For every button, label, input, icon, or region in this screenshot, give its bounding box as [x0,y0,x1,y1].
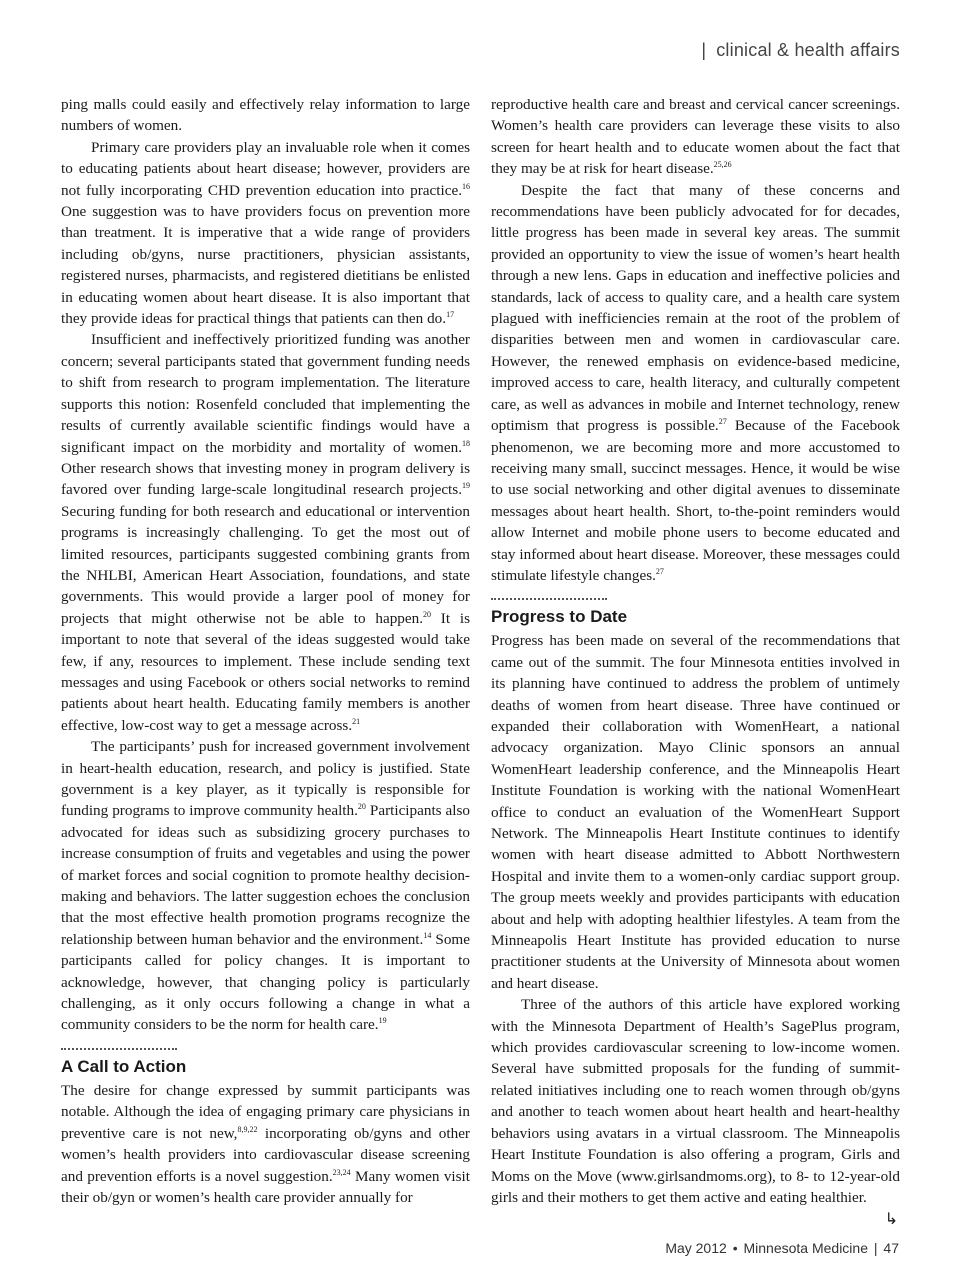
right-paragraph-1: reproductive health care and breast and cervical cancer screenings. Women’s health care providers can leverage these visits to also screen for heart health and to educate women about the fact that they may be at risk for heart disease.$^{25,26}$ [491,96,900,178]
left-paragraph-3: Insufficient and ineffectively prioritized funding was another concern; several participants stated that government funding needs to shift from research to program implementation. The literature supports this notion: Rosenfeld concluded that implementing the results of currently available scientific findings would have a significant impact on the morbidity and mortality of women.$^{18}$ Other research shows that investing money in program delivery is favored over funding large-scale longitudinal research projects.$^{19}$ Securing funding for both research and educational or intervention programs is increasingly challenging. To get the most out of limited resources, participants suggested combining grants from the NHLBI, American Heart Association, foundations, and state governments. This would provide a larger pool of money for projects that might otherwise not be able to happen.$^{20}$ It is important to note that several of the ideas suggested would take few, if any, resources to implement. These include sending text messages and using Facebook or others social networks to remind patients about heart health. Educating family members is another effective, low-cost way to get a message across.$^{21}$ [61,331,470,734]
reference: 19 [378,1016,387,1026]
header-separator: | [701,40,707,60]
footer-separator: | [873,1240,878,1256]
page-footer [664,1240,900,1256]
left-paragraph-1: ping malls could easily and effectively relay information to large numbers of women. [61,96,470,135]
left-paragraph-4: The participants’ push for increased government involvement in heart-health education, research, and policy is justified. State government is a key player, as it typically is responsible for funding programs to improve community health.$^{20}$ Participants also advocated for ideas such as subsidizing grocery purchases to increase consumption of fruits and vegetables and using the power of market forces and social cognition to promote healthy decision-making and behaviors. The latter suggestion echoes the conclusion that the most effective health promotion programs recognize the relationship between human behavior and the environment.$^{14}$ Some participants called for policy changes. It is important to acknowledge, however, that changing policy is particularly challenging, as it only occurs following a change in what a community considers to be the norm for health care.$^{19}$ [61,738,471,1034]
reference: 18 [462,438,470,448]
left-paragraph-2: Primary care providers play an invaluable role when it comes to educating patients about heart disease; however, providers are not fully incorporating CHD prevention education into practice.$^{16}$ One suggestion was to have providers focus on prevention more than treatment. It is imperative that a wide range of providers including ob/gyns, nurse practitioners, physician assistants, registered nurses, pharmacists, and registered dietitians be enlisted in educating women about heart disease. It is also important that they provide ideas for practical things that patients can then do.$^{17}$ [61,138,470,328]
right-column [491,94,900,1229]
right-paragraph-3: Progress has been made on several of the recommendations that came out of the summit. The four Minnesota entities involved in its planning have continued to address the problem of untimely deaths of women from heart disease. Three have continued or expanded their collaboration with WomenHeart, a national advocacy organization. Mayo Clinic sponsors an annual WomenHeart leadership conference, and the Minneapolis Heart Institute Foundation is working with the national WomenHeart office to conduct an evaluation of the WomenHeart Support Network. The Minneapolis Heart Institute continues to identify women with heart disease admitted to Abbott Northwestern Hospital and invite them to a women-only cardiac support group. The group meets weekly and provides participants with education about and help with adopting healthier lifestyles. A team from the Minneapolis Heart Institute has provided education to nurse practitioner students at the University of Minnesota about women and heart disease. [491,632,900,992]
section-divider [491,598,607,600]
reference: 8,9,22 [237,1124,258,1134]
reference: 20 [357,802,366,812]
section-heading-progress-to-date: Progress to Date [491,607,628,627]
reference: 25,26 [713,160,732,170]
continue-arrow-icon: ↳ [884,1209,898,1229]
footer-date: May 2012 [665,1240,727,1256]
footer-bullet: • [732,1240,738,1256]
header-section: clinical & health affairs [716,40,900,60]
running-header [701,40,900,61]
reference: 23,24 [332,1167,351,1177]
left-paragraph-5: The desire for change expressed by summit participants was notable. Although the idea of engaging primary care physicians in preventive care is not new,$^{8,9,22}$ incorporating ob/gyns and other women’s health providers into cardiovascular disease screening and prevention efforts is a novel suggestion.$^{23,24}$ Many women visit their ob/gyn or women’s health care provider annually for [61,1081,470,1206]
reference: 27 [655,566,664,576]
footer-publication: Minnesota Medicine [743,1240,868,1256]
section-heading-call-to-action: A Call to Action [61,1056,187,1076]
reference: 17 [446,310,455,319]
reference: 20 [423,609,432,619]
section-divider [61,1048,177,1050]
reference: 21 [352,716,361,726]
reference: 16 [462,181,470,191]
reference: 27 [718,417,727,427]
left-column [61,94,470,1208]
page-number: 47 [883,1240,899,1256]
right-paragraph-2: Despite the fact that many of these concerns and recommendations have been publicly advocated for for decades, little progress has been made in several key areas. The summit provided an opportunity to view the issue of women’s heart health through a new lens. Gaps in education and ineffective policies and standards, lack of access to quality care, and a health care system plagued with inefficiencies remain at the root of the problem of disparities between men and women in cardiovascular care. However, the renewed emphasis on evidence-based medicine, improved access to care, health literacy, and culturally competent care, as well as advances in mobile and Internet technology, renew optimism that progress is possible.$^{27}$ Because of the Facebook phenomenon, we are becoming more and more accustomed to receiving many small, succinct messages. Hence, it would be wise to use social networking and other digital avenues to disseminate messages about heart health. Short, to-the-point reminders would allow Internet and mobile phone users to become educated and stay informed about heart disease. Moreover, these messages could stimulate lifestyle changes.$^{27}$ [491,181,900,584]
reference: 19 [462,481,470,491]
right-paragraph-4: Three of the authors of this article have explored working with the Minnesota Department of Health’s SagePlus program, which provides cardiovascular screening to low-income women. Several have submitted proposals for the funding of summit-related initiatives including one to reach women through ob/gyns and another to teach women about heart health and heart-healthy behaviors using avatars in a virtual classroom. The Minneapolis Heart Institute Foundation is also offering a program, Girls and Moms on the Move (www.girlsandmoms.org), to 8- to 12-year-old girls and their mothers to get them active and eating healthier. ↳ [491,996,900,1229]
reference: 14 [423,930,432,940]
